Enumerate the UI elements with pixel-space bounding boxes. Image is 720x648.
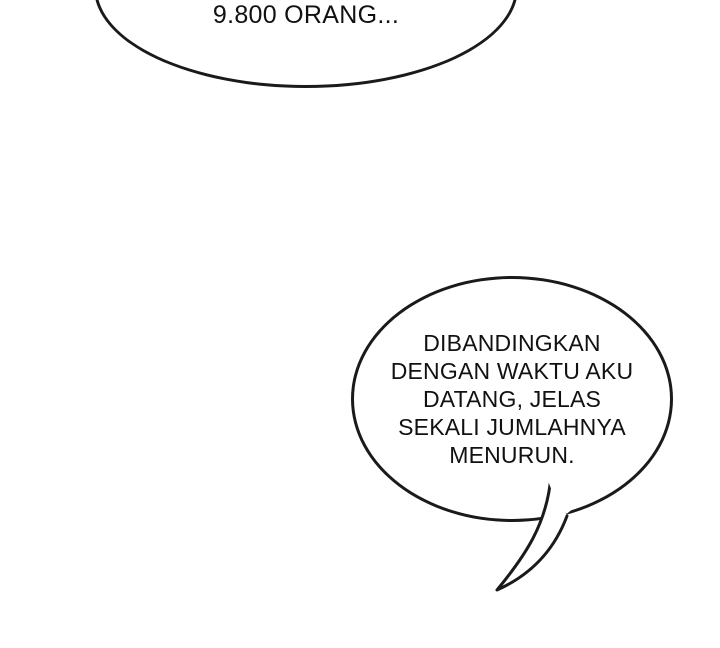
speech-bubble-main-line-5: MENURUN. xyxy=(449,442,575,468)
speech-bubble-main-line-1: DIBANDINGKAN xyxy=(423,330,601,356)
speech-bubble-main xyxy=(351,276,673,522)
speech-bubble-top xyxy=(94,0,518,88)
speech-bubble-top-text xyxy=(94,0,518,88)
speech-bubble-top-line-1: 9.800 ORANG... xyxy=(212,1,400,29)
speech-bubble-main-text xyxy=(351,276,673,522)
speech-bubble-main-line-2: DENGAN WAKTU AKU xyxy=(390,358,634,384)
speech-bubble-main-line-4: SEKALI JUMLAHNYA xyxy=(398,414,626,440)
speech-bubble-main-line-3: DATANG, JELAS xyxy=(422,386,602,412)
